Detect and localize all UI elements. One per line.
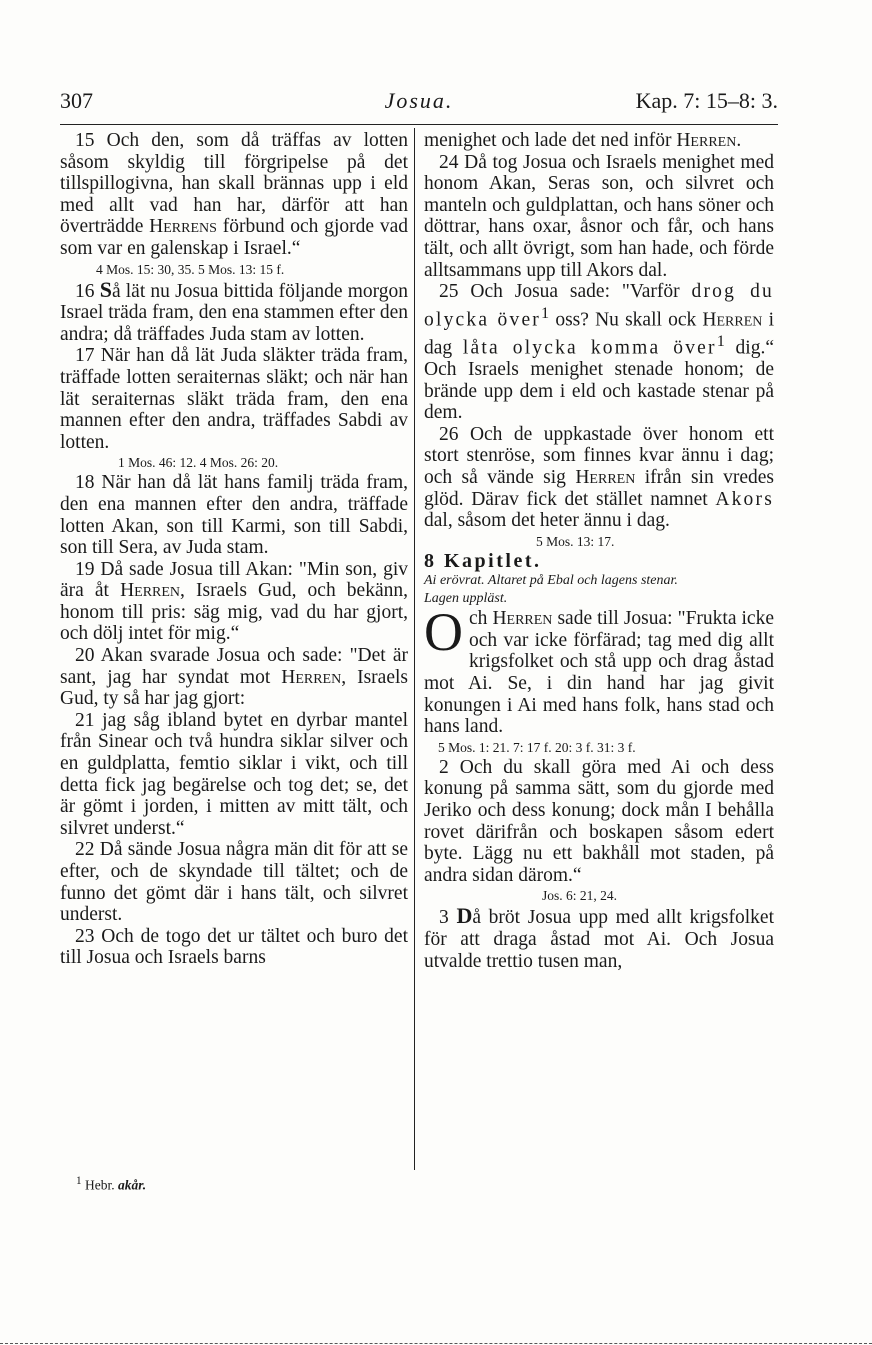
cross-reference: 5 Mos. 1: 21. 7: 17 f. 20: 3 f. 31: 3 f. (438, 739, 636, 755)
verse-20: 20 Akan svarade Josua och sade: "Det är sant, jag har syndat mot Herren, Israels Gud, ty så har jag gjort: (60, 645, 408, 710)
verse-25: 25 Och Josua sade: "Varför drog du olycka över$^1$ oss? Nu skall ock Herren i dag låta olycka komma över$^1$ dig.“ Och Israels menighet stenade honom; de brände upp dem i eld och kastade stenar på dem. (424, 281, 775, 424)
page-edge (0, 1343, 872, 1344)
verse-21: 21 jag såg ibland bytet en dyrbar mantel från Sinear och två hundra siklar silver och en guldplatta, femtio siklar i vikt, och till detta fick jag begärelse och tog det; se, det är gömt i jorden, i mitten av mitt tält, och silvret underst.“ (60, 709, 408, 839)
left-column (60, 130, 408, 969)
verse-15: 15 Och den, som då träffas av lotten såsom skyldig till förgripelse på det tillspillogivna, han skall brännas upp i eld med allt vad han har, därför att han överträdde Herrens förbund och gjorde vad som var en galenskap i Israel.“ (60, 130, 409, 259)
verse-22: 22 Då sände Josua några män dit för att se efter, och de skyndade till tältet; och de funno det gömt där i hans tält, och silvret underst. (60, 839, 408, 926)
running-header (60, 88, 778, 122)
right-column (424, 130, 774, 972)
verse-3: 3 Då bröt Josua upp med allt krigsfolket för att draga åstad mot Ai. Och Josua utvalde trettio tusen man, (424, 903, 774, 972)
column-divider (414, 128, 415, 1170)
header-rule (60, 124, 778, 125)
cross-reference: 4 Mos. 15: 30, 35. 5 Mos. 13: 15 f. (96, 261, 285, 277)
chapter-summary: Ai erövrat. Altaret på Ebal och lagens stenar. Lagen uppläst. (424, 573, 678, 607)
verse-17: 17 När han då lät Juda släkter träda fram, träffade lotten seraiternas släkt; och när han lät seraiternas släkt träda fram, den ena mannen efter den andra, träffades Sabdi av lotten. (60, 345, 408, 453)
verse-1: Och Herren sade till Josua: "Frukta icke och var icke förfärad; tag med dig allt krigsfolket och stå upp och drag åstad mot Ai. Se, i din hand har jag givit konungen i Ai med hans folk, hans stad och hans land. (424, 602, 774, 738)
cross-reference: 1 Mos. 46: 12. 4 Mos. 26: 20. (118, 455, 279, 471)
footnote: $^1$ Hebr. akår. (76, 1175, 147, 1193)
drop-cap: O (424, 602, 463, 663)
verse-23-continued: menighet och lade det ned inför Herren. (424, 130, 742, 151)
verse-16: 16 Så lät nu Josua bittida följande morgon Israel träda fram, den ena stammen efter den andra; då träffades Juda stam av lotten. (60, 276, 408, 345)
chapter-heading: 8 Kapitlet. (424, 549, 542, 572)
verse-2: 2 Och du skall göra med Ai och dess konung på samma sätt, som du gjorde med Jeriko och dess konung; dock mån I behålla rovet därifrån och boskapen såsom edert byte. Lägg nu ett bakhåll mot staden, på andra sidan därom.“ (424, 756, 775, 886)
verse-19: 19 Då sade Josua till Akan: "Min son, giv ära åt Herren, Israels Gud, och bekänn, honom till pris: säg mig, vad du har gjort, och dölj intet för mig.“ (60, 558, 408, 645)
verse-26: 26 Och de uppkastade över honom ett stort stenröse, som finnes kvar ännu i dag; och så vände sig Herren ifrån sin vredes glöd. Därav fick det stället namnet Akors dal, såsom det heter ännu i dag. (424, 423, 775, 532)
verse-23: 23 Och de togo det ur tältet och buro det till Josua och Israels barns (60, 925, 408, 969)
book-title: Josua. (384, 88, 454, 113)
chapter-range: Kap. 7: 15–8: 3. (635, 88, 778, 113)
cross-reference: 5 Mos. 13: 17. (536, 533, 615, 549)
verse-24: 24 Då tog Josua och Israels menighet med honom Akan, Seras son, och silvret och manteln och guldplattan, och hans söner och döttrar, hans oxar, åsnor och får, och hans tält, och allt övrigt, som han hade, och förde alltsammans upp till Akors dal. (424, 151, 775, 281)
verse-18: 18 När han då lät hans familj träda fram, den ena mannen efter den andra, träffade lotten Akan, son till Karmi, son till Sabdi, son till Sera, av Juda stam. (60, 472, 408, 559)
cross-reference: Jos. 6: 21, 24. (542, 888, 618, 904)
page-number: 307 (60, 88, 93, 113)
